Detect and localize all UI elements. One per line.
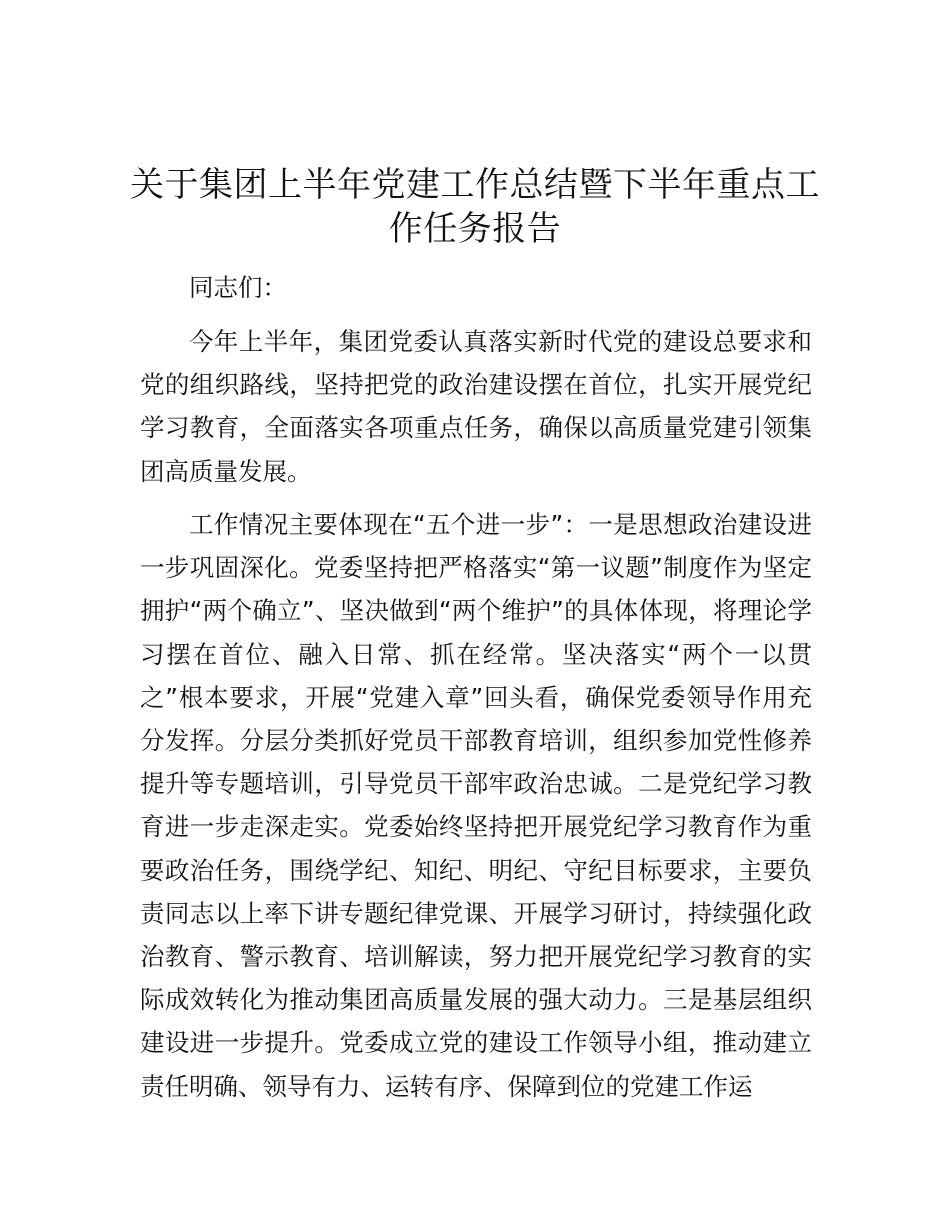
paragraph-1: 今年上半年，集团党委认真落实新时代党的建设总要求和党的组织路线，坚持把党的政治建设摆在首位，扎实开展党纪学习教育，全面落实各项重点任务，确保以高质量党建引领集团高质量发展。	[140, 327, 812, 486]
paragraph-2: 工作情况主要体现在“五个进一步”：一是思想政治建设进一步巩固深化。党委坚持把严格落实“第一议题”制度作为坚定拥护“两个确立”、坚决做到“两个维护”的具体体现，将理论学习摆在首位、融入日常、抓在经常。坚决落实“两个一以贯之”根本要求，开展“党建入章”回头看，确保党委领导作用充分发挥。分层分类抓好党员干部教育培训，组织参加党性修养提升等专题培训，引导党员干部牢政治忠诚。二是党纪学习教育进一步走深走实。党委始终坚持把开展党纪学习教育作为重要政治任务，围绕学纪、知纪、明纪、守纪目标要求，主要负责同志以上率下讲专题纪律党课、开展学习研讨，持续强化政治教育、警示教育、培训解读，努力把开展党纪学习教育的实际成效转化为推动集团高质量发展的强大动力。三是基层组织建设进一步提升。党委成立党的建设工作领导小组，推动建立责任明确、领导有力、运转有序、保障到位的党建工作运	[140, 510, 812, 1101]
document-title: 关于集团上半年党建工作总结暨下半年重点工作任务报告	[130, 165, 820, 249]
salutation: 同志们：	[189, 273, 287, 302]
